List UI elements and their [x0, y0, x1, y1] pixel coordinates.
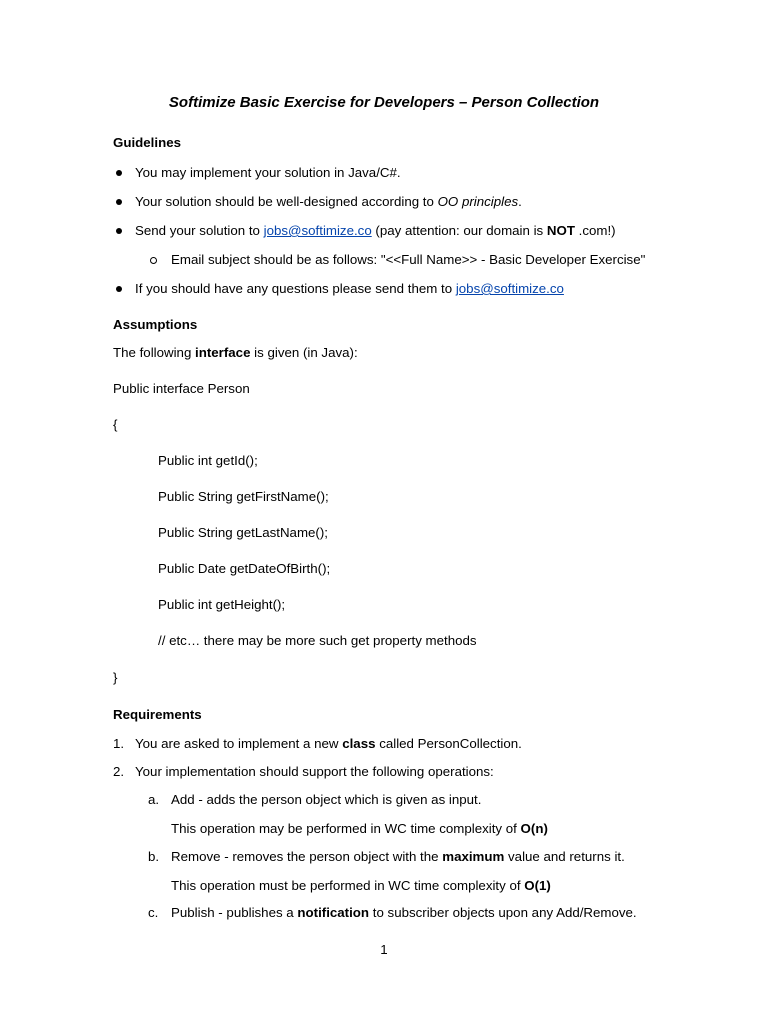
bullet-icon: [116, 170, 122, 176]
operation-add-complexity: [171, 820, 548, 838]
operation-text: Remove - removes the person object with the: [171, 849, 443, 864]
assumptions-heading: Assumptions: [113, 317, 198, 332]
interface-emphasis: interface: [195, 345, 251, 360]
complexity-value: O(1): [524, 878, 551, 893]
operation-text: value and returns it.: [504, 849, 625, 864]
email-link[interactable]: jobs@softimize.co: [455, 281, 564, 296]
not-emphasis: NOT: [546, 223, 575, 238]
class-emphasis: class: [342, 736, 376, 751]
code-method-line: Public int getHeight();: [158, 597, 286, 612]
page-title: Softimize Basic Exercise for Developers – Person Collection: [168, 94, 600, 111]
email-link[interactable]: jobs@softimize.co: [263, 223, 372, 238]
code-close-brace: }: [113, 670, 118, 685]
guideline-text: Your solution should be well-designed according to: [135, 194, 438, 209]
list-letter: b.: [148, 849, 160, 864]
requirement-text: You are asked to implement a new: [135, 736, 343, 751]
list-letter: c.: [148, 905, 159, 920]
operation-remove-complexity: [171, 877, 551, 895]
code-method-line: Public String getLastName();: [158, 525, 328, 540]
list-number: 1.: [113, 736, 125, 751]
guideline-subitem-email-subject: Email subject should be as follows: "<<Full Name>> - Basic Developer Exercise": [171, 252, 646, 267]
hollow-bullet-icon: [150, 257, 157, 264]
guideline-text: .com!): [574, 223, 616, 238]
notification-emphasis: notification: [297, 905, 370, 920]
maximum-emphasis: maximum: [442, 849, 505, 864]
guideline-item-design: [135, 193, 522, 211]
code-method-line: Public int getId();: [158, 453, 258, 468]
guidelines-heading: Guidelines: [113, 135, 181, 150]
intro-text: The following: [113, 345, 196, 360]
guideline-text: If you should have any questions please send them to: [135, 281, 456, 296]
intro-text: is given (in Java):: [250, 345, 358, 360]
operation-remove: [171, 848, 625, 866]
complexity-text: This operation may be performed in WC time complexity of: [171, 821, 521, 836]
requirement-item-operations: Your implementation should support the following operations:: [135, 764, 494, 779]
guideline-text: Send your solution to: [135, 223, 264, 238]
code-open-brace: {: [113, 417, 118, 432]
bullet-icon: [116, 286, 122, 292]
page-number: 1: [380, 942, 388, 957]
guideline-item-language: [135, 164, 401, 182]
oo-principles-emphasis: OO principles: [437, 194, 519, 209]
guideline-text: (pay attention: our domain is: [371, 223, 547, 238]
complexity-value: O(n): [520, 821, 548, 836]
code-comment-line: // etc… there may be more such get property methods: [158, 633, 477, 648]
requirement-text: called PersonCollection.: [375, 736, 522, 751]
list-letter: a.: [148, 792, 160, 807]
guideline-item-questions: [135, 280, 564, 298]
operation-add: Add - adds the person object which is given as input.: [171, 792, 482, 807]
requirement-item-class: [135, 735, 522, 753]
operation-text: to subscriber objects upon any Add/Remove.: [369, 905, 637, 920]
assumptions-intro: [113, 344, 358, 362]
code-interface-declaration: Public interface Person: [113, 381, 250, 396]
list-number: 2.: [113, 764, 125, 779]
guideline-text: You may implement your solution in Java/C#.: [135, 165, 401, 180]
code-method-line: Public String getFirstName();: [158, 489, 329, 504]
code-method-line: Public Date getDateOfBirth();: [158, 561, 331, 576]
requirements-heading: Requirements: [113, 707, 202, 722]
guideline-item-send: [135, 222, 616, 240]
operation-publish: [171, 904, 637, 922]
operation-text: Publish - publishes a: [171, 905, 298, 920]
complexity-text: This operation must be performed in WC time complexity of: [171, 878, 525, 893]
guideline-text: .: [518, 194, 522, 209]
bullet-icon: [116, 199, 122, 205]
bullet-icon: [116, 228, 122, 234]
